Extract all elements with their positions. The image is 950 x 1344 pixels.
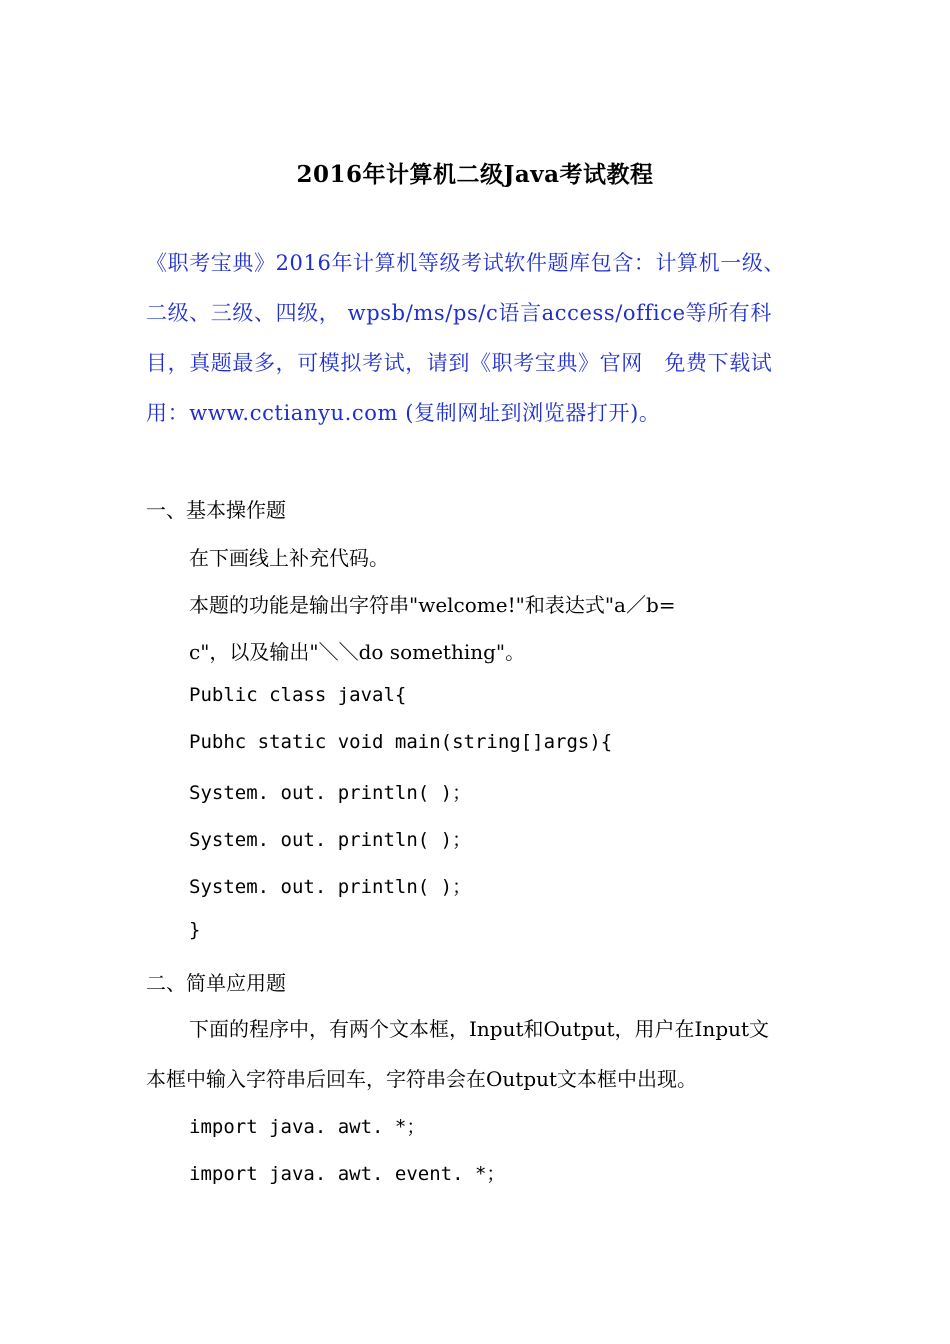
section1-description-line-2: c"，以及输出"＼＼do something"。 [189, 640, 526, 664]
promo-line-4: 用：www.cctianyu.com (复制网址到浏览器打开)。 [146, 401, 661, 425]
section1-heading: 一、基本操作题 [146, 498, 286, 522]
section1-description-line-1: 本题的功能是输出字符串"welcome!"和表达式"a／b= [189, 593, 676, 617]
code-line: System. out. println( )； [189, 876, 472, 898]
promo-line-1: 《职考宝典》2016年计算机等级考试软件题库包含：计算机一级、 [146, 251, 786, 275]
code-line: System. out. println( )； [189, 782, 472, 804]
code-line: import java. awt. event. *； [189, 1163, 506, 1185]
section2-heading: 二、简单应用题 [146, 971, 286, 995]
section2-description [146, 1004, 814, 1104]
promo-line-2: 二级、三级、四级， wpsb/ms/ps/c语言access/office等所有科 [146, 301, 773, 325]
section1-instruction: 在下画线上补充代码。 [189, 546, 389, 570]
section2-description-line-1: 下面的程序中，有两个文本框，Input和Output，用户在Input文 [189, 1017, 770, 1041]
code-line: System. out. println( )； [189, 829, 472, 851]
code-line: } [189, 919, 201, 941]
promo-paragraph [146, 238, 814, 438]
code-line: import java. awt. *； [189, 1116, 426, 1138]
code-line: Pubhc static void main(string[]args){ [189, 731, 613, 753]
promo-line-3: 目，真题最多，可模拟考试，请到《职考宝典》官网 免费下载试 [146, 351, 773, 375]
section2-description-line-2: 本框中输入字符串后回车，字符串会在Output文本框中出现。 [146, 1067, 698, 1091]
document-title: 2016年计算机二级Java考试教程 [296, 161, 654, 188]
code-line: Public class javal{ [189, 684, 407, 706]
